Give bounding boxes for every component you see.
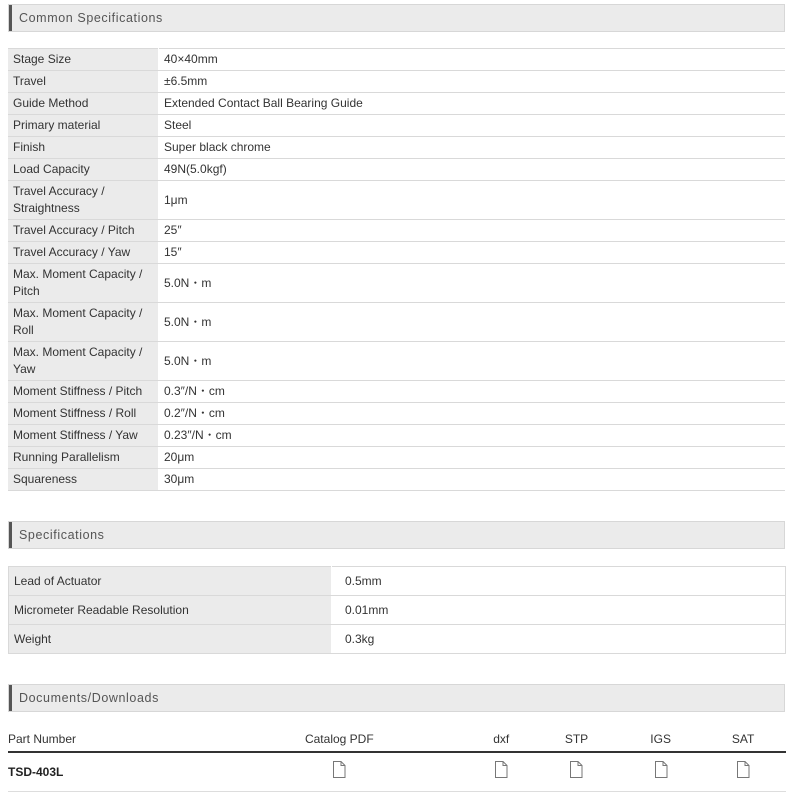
spec-value: 5.0N・m — [159, 264, 786, 303]
column-header-catalog-pdf: Catalog PDF — [208, 727, 471, 752]
spec-label: Lead of Actuator — [9, 567, 332, 596]
document-row — [8, 752, 786, 792]
column-header-igs: IGS — [621, 727, 700, 752]
common-spec-row — [8, 93, 785, 115]
spec-row — [9, 596, 786, 625]
common-spec-row — [8, 137, 785, 159]
spec-label: Max. Moment Capacity / Yaw — [8, 342, 159, 381]
spec-value: ±6.5mm — [159, 71, 786, 93]
header-accent-bar — [9, 685, 12, 711]
common-spec-row — [8, 115, 785, 137]
spec-value: 49N(5.0kgf) — [159, 159, 786, 181]
spec-label: Travel Accuracy / Pitch — [8, 220, 159, 242]
spec-value: 0.3kg — [332, 625, 786, 654]
common-spec-row — [8, 425, 785, 447]
documents-downloads-header — [8, 684, 785, 712]
documents-header-row — [8, 727, 786, 752]
spec-value: 1μm — [159, 181, 786, 220]
spec-label: Stage Size — [8, 49, 159, 71]
document-icon[interactable] — [332, 761, 346, 778]
common-specifications-header — [8, 4, 785, 32]
spec-value: 30μm — [159, 469, 786, 491]
download-cell-catalog-pdf — [208, 752, 471, 792]
spec-label: Travel — [8, 71, 159, 93]
spec-label: Max. Moment Capacity / Pitch — [8, 264, 159, 303]
documents-downloads-title: Documents/Downloads — [19, 691, 159, 705]
spec-label: Squareness — [8, 469, 159, 491]
common-spec-row — [8, 264, 785, 303]
download-cell-igs — [621, 752, 700, 792]
common-spec-row — [8, 447, 785, 469]
spec-label: Travel Accuracy / Yaw — [8, 242, 159, 264]
spec-value: 0.3″/N・cm — [159, 381, 786, 403]
document-icon[interactable] — [494, 761, 508, 778]
spec-value: Super black chrome — [159, 137, 786, 159]
spec-label: Running Parallelism — [8, 447, 159, 469]
spec-label: Weight — [9, 625, 332, 654]
header-accent-bar — [9, 522, 12, 548]
document-icon[interactable] — [736, 761, 750, 778]
common-spec-row — [8, 342, 785, 381]
spec-label: Moment Stiffness / Pitch — [8, 381, 159, 403]
spec-value: 5.0N・m — [159, 342, 786, 381]
common-spec-row — [8, 303, 785, 342]
document-icon[interactable] — [654, 761, 668, 778]
spec-value: 0.5mm — [332, 567, 786, 596]
spec-value: Extended Contact Ball Bearing Guide — [159, 93, 786, 115]
spec-label: Moment Stiffness / Roll — [8, 403, 159, 425]
download-cell-stp — [532, 752, 621, 792]
spec-label: Max. Moment Capacity / Roll — [8, 303, 159, 342]
common-spec-row — [8, 403, 785, 425]
column-header-dxf: dxf — [471, 727, 532, 752]
spec-label: Finish — [8, 137, 159, 159]
common-spec-row — [8, 159, 785, 181]
common-specifications-table — [8, 48, 785, 491]
common-spec-row — [8, 49, 785, 71]
spec-label: Guide Method — [8, 93, 159, 115]
spec-label: Primary material — [8, 115, 159, 137]
common-spec-row — [8, 469, 785, 491]
documents-table — [8, 727, 786, 792]
spec-value: 20μm — [159, 447, 786, 469]
spec-value: 25″ — [159, 220, 786, 242]
common-spec-row — [8, 71, 785, 93]
document-icon[interactable] — [569, 761, 583, 778]
common-spec-row — [8, 381, 785, 403]
specifications-header — [8, 521, 785, 549]
column-header-part-number: Part Number — [8, 727, 208, 752]
spec-value: 0.01mm — [332, 596, 786, 625]
spec-label: Moment Stiffness / Yaw — [8, 425, 159, 447]
common-specifications-title: Common Specifications — [19, 11, 163, 25]
specifications-title: Specifications — [19, 528, 105, 542]
spec-value: 5.0N・m — [159, 303, 786, 342]
column-header-stp: STP — [532, 727, 621, 752]
spec-row — [9, 625, 786, 654]
part-number: TSD-403L — [8, 752, 208, 792]
spec-label: Travel Accuracy / Straightness — [8, 181, 159, 220]
spec-value: 0.23″/N・cm — [159, 425, 786, 447]
column-header-sat: SAT — [700, 727, 786, 752]
spec-label: Load Capacity — [8, 159, 159, 181]
header-accent-bar — [9, 5, 12, 31]
common-spec-row — [8, 181, 785, 220]
spec-value: 0.2″/N・cm — [159, 403, 786, 425]
spec-value: 15″ — [159, 242, 786, 264]
spec-row — [9, 567, 786, 596]
spec-value: Steel — [159, 115, 786, 137]
specifications-table — [8, 566, 786, 654]
spec-label: Micrometer Readable Resolution — [9, 596, 332, 625]
download-cell-dxf — [471, 752, 532, 792]
download-cell-sat — [700, 752, 786, 792]
common-spec-row — [8, 220, 785, 242]
common-spec-row — [8, 242, 785, 264]
spec-value: 40×40mm — [159, 49, 786, 71]
